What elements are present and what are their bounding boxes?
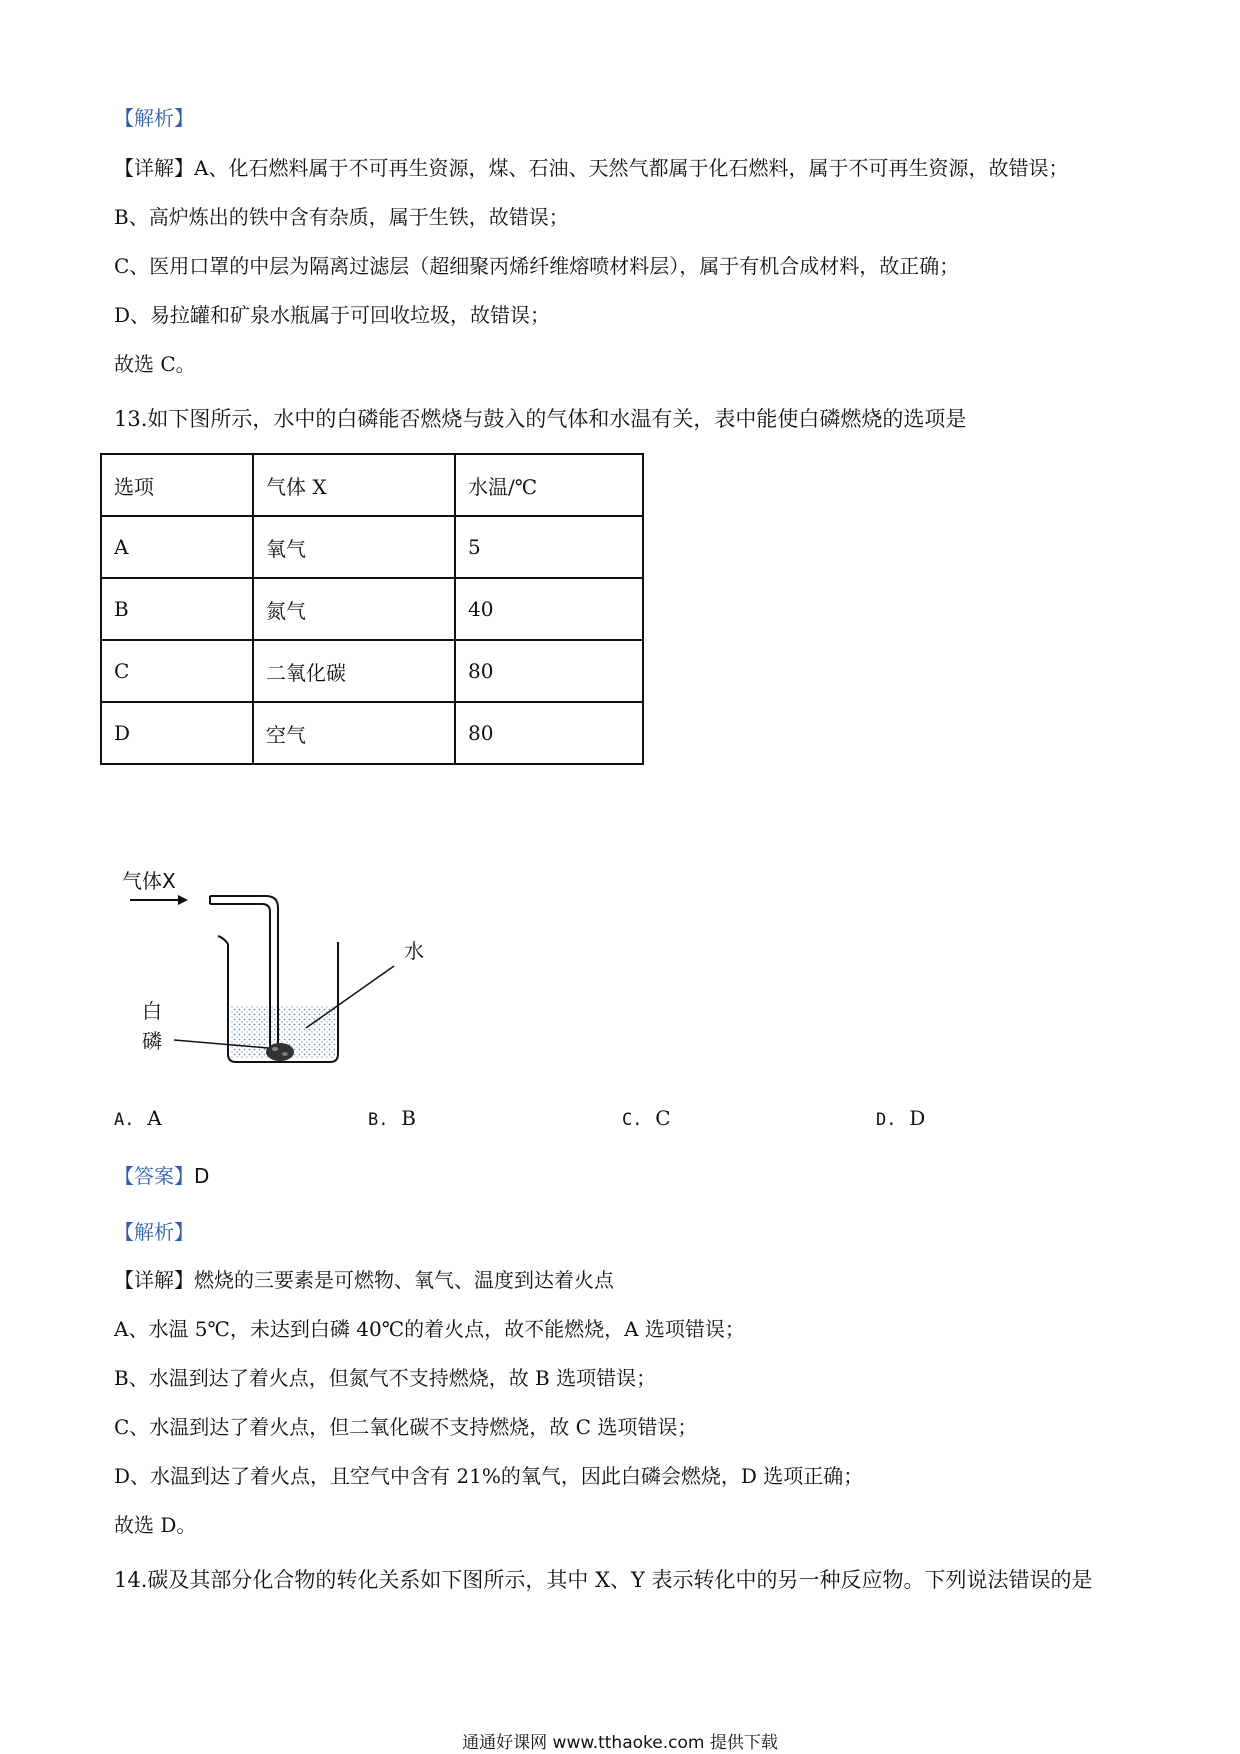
table-cell: B [101, 578, 253, 640]
choice-text: D [909, 1106, 926, 1130]
answer-tag: 【答案】 [114, 1164, 194, 1188]
analysis-line: C、医用口罩的中层为隔离过滤层（超细聚丙烯纤维熔喷材料层），属于有机合成材料，故正确； [114, 254, 960, 278]
analysis-line: 故选 D。 [114, 1513, 197, 1537]
arrow-right-icon [130, 895, 188, 905]
analysis-line: C、水温到达了着火点，但二氧化碳不支持燃烧，故 C 选项错误； [114, 1415, 698, 1439]
table-header-cell: 选项 [101, 454, 253, 516]
table-cell: 氮气 [253, 578, 455, 640]
phosphorus-label: 白 [142, 999, 162, 1023]
choice-key: C. [622, 1110, 643, 1130]
answer [114, 1162, 209, 1190]
analysis-heading: 【解析】 [114, 1220, 194, 1244]
choice-key: B. [368, 1110, 389, 1130]
table-cell: 80 [455, 640, 643, 702]
table-cell: 80 [455, 702, 643, 764]
choice-key: A. [114, 1110, 135, 1130]
analysis-line: A、水温 5℃，未达到白磷 40℃的着火点，故不能燃烧，A 选项错误； [114, 1317, 745, 1341]
analysis-heading: 【解析】 [114, 106, 194, 130]
table-cell: 5 [455, 516, 643, 578]
analysis-line: D、易拉罐和矿泉水瓶属于可回收垃圾，故错误； [114, 303, 551, 327]
choice-d [876, 1104, 925, 1134]
analysis-line: 【详解】A、化石燃料属于不可再生资源，煤、石油、天然气都属于化石燃料，属于不可再生资源，故错误； [114, 156, 1069, 180]
table-cell: 空气 [253, 702, 455, 764]
choice-key: D. [876, 1110, 897, 1130]
analysis-line: B、水温到达了着火点，但氮气不支持燃烧，故 B 选项错误； [114, 1366, 657, 1390]
table-row [101, 516, 643, 578]
table-header-cell: 水温/℃ [455, 454, 643, 516]
question-14-stem: 14.碳及其部分化合物的转化关系如下图所示，其中 X、Y 表示转化中的另一种反应物。下列说法错误的是 [114, 1568, 1093, 1592]
choice-text: C [655, 1106, 671, 1130]
table-cell: 二氧化碳 [253, 640, 455, 702]
choice-a [114, 1104, 162, 1134]
table-header-row [101, 454, 643, 516]
analysis-line: 故选 C。 [114, 352, 196, 376]
water-label: 水 [404, 939, 424, 963]
analysis-line: D、水温到达了着火点，且空气中含有 21%的氧气，因此白磷会燃烧，D 选项正确； [114, 1464, 864, 1488]
options-table [100, 453, 644, 765]
table-row [101, 702, 643, 764]
answer-value: D [194, 1164, 210, 1188]
table-cell: C [101, 640, 253, 702]
gas-x-label: 气体X [122, 869, 176, 893]
beaker-diagram [118, 858, 458, 1068]
table-cell: 40 [455, 578, 643, 640]
table-header-cell: 气体 X [253, 454, 455, 516]
choice-text: A [147, 1106, 162, 1130]
choice-b [368, 1104, 416, 1134]
analysis-line: B、高炉炼出的铁中含有杂质，属于生铁，故错误； [114, 205, 569, 229]
table-cell: D [101, 702, 253, 764]
choice-text: B [401, 1106, 416, 1130]
white-phosphorus [266, 1043, 294, 1061]
table-row [101, 640, 643, 702]
table-row [101, 578, 643, 640]
table-cell: A [101, 516, 253, 578]
phosphorus-label: 磷 [142, 1029, 162, 1053]
footer: 通通好课网 www.tthaoke.com 提供下载 [462, 1733, 778, 1753]
question-13-stem: 13.如下图所示，水中的白磷能否燃烧与鼓入的气体和水温有关，表中能使白磷燃烧的选项是 [114, 407, 967, 431]
analysis-line: 【详解】燃烧的三要素是可燃物、氧气、温度到达着火点 [114, 1268, 614, 1292]
table-cell: 氧气 [253, 516, 455, 578]
choice-c [622, 1104, 671, 1134]
